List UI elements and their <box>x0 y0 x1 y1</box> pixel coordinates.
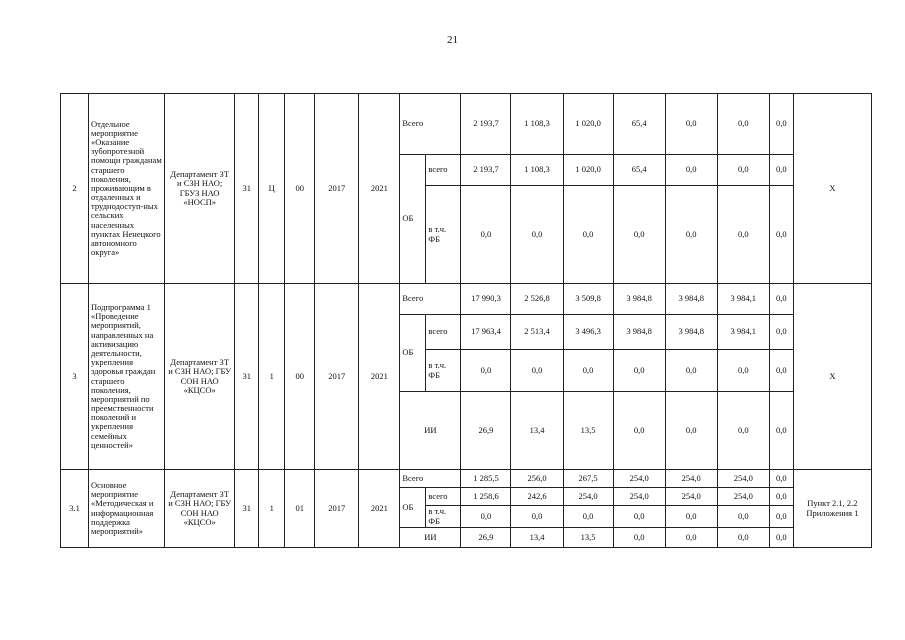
ii-label: ИИ <box>400 392 461 470</box>
value-cell: 65,4 <box>613 94 665 155</box>
value-cell: 13,4 <box>511 528 563 548</box>
program-table <box>60 93 872 548</box>
value-cell: 0,0 <box>613 528 665 548</box>
value-cell: 3 984,1 <box>717 284 769 315</box>
value-cell: 254,0 <box>717 470 769 488</box>
value-cell: 2 513,4 <box>511 315 563 350</box>
code-1: 31 <box>235 470 259 548</box>
total-label: Всего <box>400 284 461 315</box>
total-label: Всего <box>400 470 461 488</box>
result-cell: Пункт 2.1, 2.2 Приложения 1 <box>793 470 871 548</box>
year-end: 2021 <box>359 470 400 548</box>
department: Департамент ЗТ и СЗН НАО; ГБУ СОН НАО «КЦСО» <box>165 284 235 470</box>
table-row <box>61 94 872 155</box>
value-cell: 0,0 <box>665 528 717 548</box>
value-cell: 242,6 <box>511 488 563 506</box>
value-cell: 0,0 <box>769 488 793 506</box>
value-cell: 0,0 <box>769 528 793 548</box>
result-cell: X <box>793 94 871 284</box>
value-cell: 0,0 <box>563 506 613 528</box>
ob-all-label: всего <box>426 488 461 506</box>
department: Департамент ЗТ и СЗН НАО; ГБУ СОН НАО «КЦСО» <box>165 470 235 548</box>
ob-all-label: всего <box>426 315 461 350</box>
value-cell: 2 526,8 <box>511 284 563 315</box>
code-3: 00 <box>285 94 315 284</box>
ob-label: ОБ <box>400 488 426 528</box>
value-cell: 254,0 <box>665 470 717 488</box>
value-cell: 3 509,8 <box>563 284 613 315</box>
value-cell: 13,5 <box>563 392 613 470</box>
value-cell: 0,0 <box>613 506 665 528</box>
value-cell: 0,0 <box>461 506 511 528</box>
value-cell: 1 020,0 <box>563 94 613 155</box>
value-cell: 0,0 <box>769 315 793 350</box>
value-cell: 267,5 <box>563 470 613 488</box>
ii-label: ИИ <box>400 528 461 548</box>
value-cell: 3 984,8 <box>665 315 717 350</box>
value-cell: 0,0 <box>665 506 717 528</box>
value-cell: 0,0 <box>717 528 769 548</box>
value-cell: 1 108,3 <box>511 155 563 186</box>
value-cell: 0,0 <box>717 186 769 284</box>
value-cell: 254,0 <box>563 488 613 506</box>
value-cell: 17 963,4 <box>461 315 511 350</box>
year-end: 2021 <box>359 284 400 470</box>
value-cell: 3 984,8 <box>613 315 665 350</box>
year-end: 2021 <box>359 94 400 284</box>
total-label: Всего <box>400 94 461 155</box>
event-description: Основное мероприятие «Методическая и информационная поддержка мероприятий» <box>89 470 165 548</box>
value-cell: 3 496,3 <box>563 315 613 350</box>
ob-label: ОБ <box>400 315 426 392</box>
value-cell: 256,0 <box>511 470 563 488</box>
value-cell: 0,0 <box>511 186 563 284</box>
year-start: 2017 <box>315 470 359 548</box>
result-cell: X <box>793 284 871 470</box>
value-cell: 0,0 <box>665 94 717 155</box>
ob-fb-label: в т.ч. ФБ <box>426 186 461 284</box>
value-cell: 0,0 <box>769 94 793 155</box>
value-cell: 0,0 <box>563 186 613 284</box>
value-cell: 26,9 <box>461 392 511 470</box>
table-row <box>61 284 872 315</box>
value-cell: 0,0 <box>769 470 793 488</box>
event-description: Отдельное мероприятие «Оказание зубопротезной помощи гражданам старшего поколения, проживающим в отдаленных и труднодоступ-ных сельских населенных пунктах Ненецкого автономного округа» <box>89 94 165 284</box>
code-1: 31 <box>235 94 259 284</box>
code-2: 1 <box>259 470 285 548</box>
value-cell: 254,0 <box>665 488 717 506</box>
code-3: 01 <box>285 470 315 548</box>
value-cell: 1 020,0 <box>563 155 613 186</box>
event-description: Подпрограмма 1 «Проведение мероприятий, направленных на активизацию деятельности, укрепления здоровья граждан старшего поколения, мероприятий по преемственности поколений и укрепления семейных ценностей» <box>89 284 165 470</box>
value-cell: 0,0 <box>665 350 717 392</box>
ob-fb-label: в т.ч. ФБ <box>426 350 461 392</box>
ob-label: ОБ <box>400 155 426 284</box>
value-cell: 13,5 <box>563 528 613 548</box>
year-start: 2017 <box>315 94 359 284</box>
value-cell: 13,4 <box>511 392 563 470</box>
value-cell: 0,0 <box>769 284 793 315</box>
value-cell: 0,0 <box>717 506 769 528</box>
value-cell: 0,0 <box>613 350 665 392</box>
value-cell: 3 984,8 <box>665 284 717 315</box>
value-cell: 0,0 <box>461 350 511 392</box>
value-cell: 0,0 <box>717 350 769 392</box>
value-cell: 1 258,6 <box>461 488 511 506</box>
value-cell: 0,0 <box>717 94 769 155</box>
value-cell: 3 984,1 <box>717 315 769 350</box>
value-cell: 254,0 <box>613 488 665 506</box>
value-cell: 0,0 <box>665 155 717 186</box>
value-cell: 2 193,7 <box>461 94 511 155</box>
table-row <box>61 470 872 488</box>
ob-fb-label: в т.ч. ФБ <box>426 506 461 528</box>
value-cell: 0,0 <box>717 155 769 186</box>
code-2: Ц <box>259 94 285 284</box>
row-number: 3 <box>61 284 89 470</box>
value-cell: 0,0 <box>769 186 793 284</box>
value-cell: 0,0 <box>511 506 563 528</box>
year-start: 2017 <box>315 284 359 470</box>
value-cell: 0,0 <box>665 392 717 470</box>
row-number: 3.1 <box>61 470 89 548</box>
value-cell: 2 193,7 <box>461 155 511 186</box>
page-number: 21 <box>447 34 458 46</box>
ob-all-label: всего <box>426 155 461 186</box>
value-cell: 17 990,3 <box>461 284 511 315</box>
code-3: 00 <box>285 284 315 470</box>
value-cell: 0,0 <box>769 350 793 392</box>
value-cell: 0,0 <box>665 186 717 284</box>
value-cell: 254,0 <box>717 488 769 506</box>
value-cell: 0,0 <box>769 392 793 470</box>
value-cell: 0,0 <box>613 186 665 284</box>
value-cell: 0,0 <box>511 350 563 392</box>
value-cell: 0,0 <box>461 186 511 284</box>
value-cell: 254,0 <box>613 470 665 488</box>
value-cell: 1 108,3 <box>511 94 563 155</box>
value-cell: 0,0 <box>613 392 665 470</box>
value-cell: 0,0 <box>769 155 793 186</box>
department: Департамент ЗТ и СЗН НАО; ГБУЗ НАО «НОСП» <box>165 94 235 284</box>
row-number: 2 <box>61 94 89 284</box>
value-cell: 3 984,8 <box>613 284 665 315</box>
code-2: 1 <box>259 284 285 470</box>
code-1: 31 <box>235 284 259 470</box>
value-cell: 1 285,5 <box>461 470 511 488</box>
value-cell: 0,0 <box>563 350 613 392</box>
value-cell: 26,9 <box>461 528 511 548</box>
value-cell: 0,0 <box>717 392 769 470</box>
value-cell: 65,4 <box>613 155 665 186</box>
value-cell: 0,0 <box>769 506 793 528</box>
